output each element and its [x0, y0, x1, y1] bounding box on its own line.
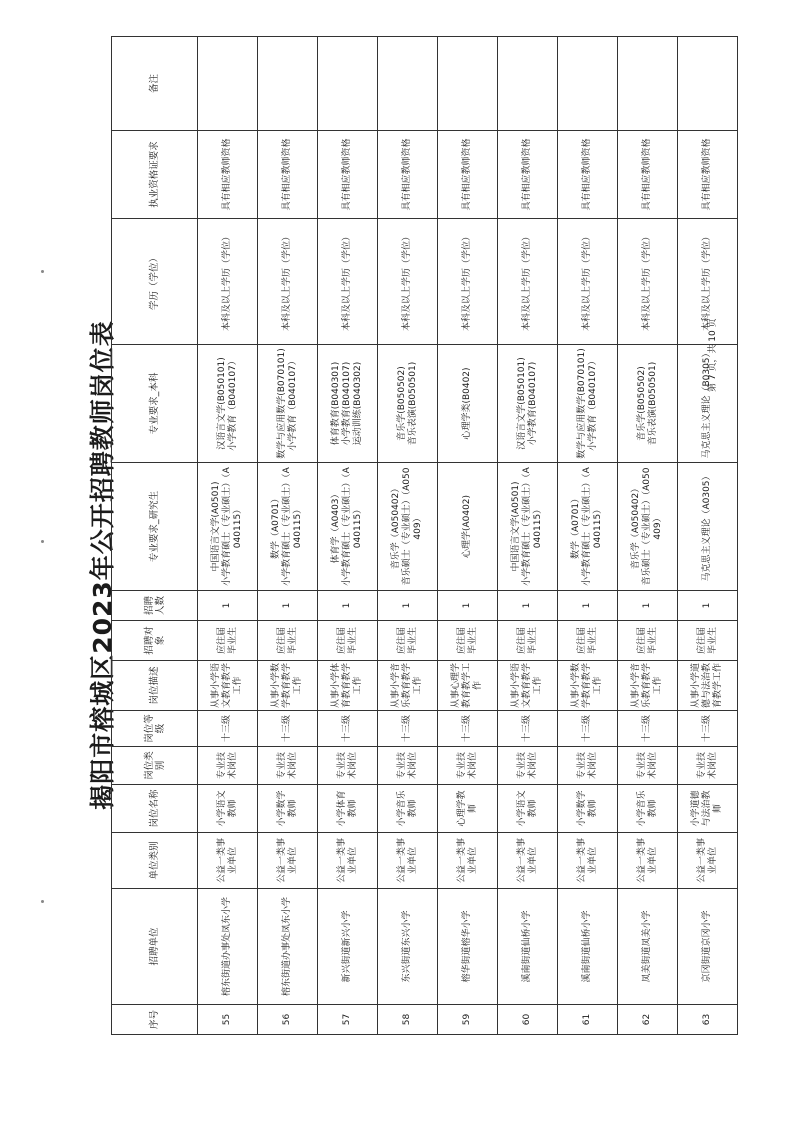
table-header-row	[112, 37, 198, 1035]
table-cell: 十三级	[498, 711, 558, 747]
table-cell	[618, 37, 678, 131]
table-cell: 本科及以上学历（学位）	[618, 219, 678, 345]
table-cell: 本科及以上学历（学位）	[258, 219, 318, 345]
table-cell: 音乐学（A050402） 音乐硕士（专业硕士）（A050409）	[378, 463, 438, 591]
table-cell: 心理学(A0402)	[438, 463, 498, 591]
table-cell: 新兴街道新兴小学	[318, 889, 378, 1005]
table-cell: 应往届毕业生	[318, 621, 378, 661]
table-cell: 具有相应教师资格	[198, 131, 258, 219]
header-cell: 岗位描述	[112, 661, 198, 711]
table-cell: 应往届毕业生	[558, 621, 618, 661]
header-cell: 专业要求_研究生	[112, 463, 198, 591]
table-cell: 1	[618, 591, 678, 621]
table-cell: 专业技术岗位	[318, 747, 378, 785]
table-cell: 从事小学音乐教育教学工作	[618, 661, 678, 711]
table-cell: 具有相应教师资格	[558, 131, 618, 219]
table-cell: 音乐学(B050502) 音乐表演(B050501)	[378, 345, 438, 463]
header-cell: 岗位名称	[112, 785, 198, 833]
table-cell: 公益一类事业单位	[198, 833, 258, 889]
header-cell: 单位类别	[112, 833, 198, 889]
table-cell: 榕华街道榕华小学	[438, 889, 498, 1005]
header-cell: 备注	[112, 37, 198, 131]
page-number: 第 7 页，共 10 页	[708, 318, 718, 392]
table-cell: 从事小学语文教育教学工作	[498, 661, 558, 711]
table-cell: 本科及以上学历（学位）	[198, 219, 258, 345]
table-body	[198, 37, 738, 1035]
header-cell: 执业资格证要求	[112, 131, 198, 219]
table-cell: 榕东街道办事处凤东小学	[258, 889, 318, 1005]
table-cell: 应往届毕业生	[198, 621, 258, 661]
table-row	[198, 37, 258, 1035]
table-row	[378, 37, 438, 1035]
table-cell	[258, 37, 318, 131]
table-cell: 56	[258, 1005, 318, 1035]
table-cell: 从事小学道德与法治教育教学工作	[678, 661, 738, 711]
table-cell: 1	[678, 591, 738, 621]
table-cell: 公益一类事业单位	[618, 833, 678, 889]
table-cell: 数学（A0701） 小学教育硕士（专业硕士）（A040115）	[558, 463, 618, 591]
table-cell: 61	[558, 1005, 618, 1035]
table-cell: 小学音乐教师	[618, 785, 678, 833]
table-cell: 小学音乐教师	[378, 785, 438, 833]
table-cell	[378, 37, 438, 131]
table-cell: 1	[498, 591, 558, 621]
table-cell: 58	[378, 1005, 438, 1035]
header-cell: 序号	[112, 1005, 198, 1035]
table-cell: 溪南街道仙桥小学	[558, 889, 618, 1005]
table-cell	[198, 37, 258, 131]
header-cell: 专业要求_本科	[112, 345, 198, 463]
table-cell: 从事心理学教育教学工作	[438, 661, 498, 711]
table-cell: 音乐学（A050402） 音乐硕士（专业硕士）（A050409）	[618, 463, 678, 591]
table-cell: 59	[438, 1005, 498, 1035]
table-cell: 本科及以上学历（学位）	[498, 219, 558, 345]
table-cell: 汉语言文学(B050101) 小学教育（B040107）	[198, 345, 258, 463]
table-cell: 公益一类事业单位	[318, 833, 378, 889]
table-cell	[438, 37, 498, 131]
table-cell: 小学道德与法治教师	[678, 785, 738, 833]
table-cell: 溪南街道仙桥小学	[498, 889, 558, 1005]
table-row	[438, 37, 498, 1035]
scan-speck	[41, 270, 44, 273]
table-cell: 本科及以上学历（学位）	[318, 219, 378, 345]
table-cell: 62	[618, 1005, 678, 1035]
table-cell: 凤美街道凤美小学	[618, 889, 678, 1005]
table-cell: 1	[378, 591, 438, 621]
table-cell: 具有相应教师资格	[438, 131, 498, 219]
table-cell: 公益一类事业单位	[438, 833, 498, 889]
table-cell: 具有相应教师资格	[318, 131, 378, 219]
table-cell: 专业技术岗位	[498, 747, 558, 785]
table-cell: 本科及以上学历（学位）	[558, 219, 618, 345]
table-cell: 本科及以上学历（学位）	[678, 219, 738, 345]
table-cell: 55	[198, 1005, 258, 1035]
table-cell: 63	[678, 1005, 738, 1035]
table-row	[318, 37, 378, 1035]
table-cell: 从事小学语文教育教学工作	[198, 661, 258, 711]
table-cell: 从事小学数学教育教学工作	[558, 661, 618, 711]
document-title: 揭阳市榕城区2023年公开招聘教师岗位表	[88, 320, 117, 810]
table-cell: 十三级	[198, 711, 258, 747]
table-cell: 十三级	[618, 711, 678, 747]
table-cell	[678, 37, 738, 131]
recruitment-table	[111, 36, 738, 1035]
table-cell: 公益一类事业单位	[258, 833, 318, 889]
table-cell: 十三级	[258, 711, 318, 747]
table-cell: 专业技术岗位	[558, 747, 618, 785]
table-cell: 应往届毕业生	[678, 621, 738, 661]
table-cell	[318, 37, 378, 131]
table-cell: 应往届毕业生	[258, 621, 318, 661]
table-cell: 马克思主义理论（A0305）	[678, 463, 738, 591]
table-cell: 专业技术岗位	[378, 747, 438, 785]
table-cell: 具有相应教师资格	[678, 131, 738, 219]
table-cell: 专业技术岗位	[618, 747, 678, 785]
table-cell: 数学与应用数学(B070101) 小学教育（B040107）	[558, 345, 618, 463]
table-cell: 十三级	[438, 711, 498, 747]
table-cell	[558, 37, 618, 131]
table-cell: 60	[498, 1005, 558, 1035]
table-cell	[498, 37, 558, 131]
table-cell: 汉语言文学(B050101) 小学教育(B040107)	[498, 345, 558, 463]
table-cell: 专业技术岗位	[198, 747, 258, 785]
table-cell: 本科及以上学历（学位）	[438, 219, 498, 345]
table-cell: 从事小学体育教育教学工作	[318, 661, 378, 711]
document-sheet	[17, 0, 783, 1147]
table-cell: 专业技术岗位	[678, 747, 738, 785]
table-cell: 数学（A0701） 小学教育硕士（专业硕士）（A040115）	[258, 463, 318, 591]
table-cell: 心理学类(B0402)	[438, 345, 498, 463]
table-cell: 具有相应教师资格	[378, 131, 438, 219]
header-cell: 岗位类别	[112, 747, 198, 785]
table-cell: 公益一类事业单位	[498, 833, 558, 889]
table-cell: 公益一类事业单位	[378, 833, 438, 889]
table-cell: 从事小学音乐教育教学工作	[378, 661, 438, 711]
header-cell: 招聘单位	[112, 889, 198, 1005]
table-cell: 应往届毕业生	[498, 621, 558, 661]
table-row	[258, 37, 318, 1035]
table-cell: 十三级	[378, 711, 438, 747]
table-cell: 应往届毕业生	[378, 621, 438, 661]
table-cell: 榕东街道办事处凤东小学	[198, 889, 258, 1005]
table-row	[618, 37, 678, 1035]
table-cell: 1	[198, 591, 258, 621]
table-cell: 1	[318, 591, 378, 621]
table-cell: 十三级	[318, 711, 378, 747]
table-cell: 从事小学数学教育教学工作	[258, 661, 318, 711]
header-cell: 招聘对象	[112, 621, 198, 661]
table-cell: 具有相应教师资格	[258, 131, 318, 219]
table-cell: 公益一类事业单位	[678, 833, 738, 889]
table-cell: 小学体育教师	[318, 785, 378, 833]
table-cell: 具有相应教师资格	[618, 131, 678, 219]
scan-speck	[41, 540, 44, 543]
table-cell: 马克思主义理论（B0305）	[678, 345, 738, 463]
scan-speck	[41, 900, 44, 903]
header-cell: 招聘人数	[112, 591, 198, 621]
table-cell: 数学与应用数学(B070101) 小学教育（B040107）	[258, 345, 318, 463]
table-cell: 小学数学教师	[558, 785, 618, 833]
table-cell: 东兴街道东兴小学	[378, 889, 438, 1005]
table-cell: 本科及以上学历（学位）	[378, 219, 438, 345]
table-cell: 音乐学(B050502) 音乐表演(B050501)	[618, 345, 678, 463]
table-cell: 中国语言文学(A0501) 小学教育硕士（专业硕士）（A040115）	[198, 463, 258, 591]
table-cell: 应往届毕业生	[618, 621, 678, 661]
table-cell: 心理学教师	[438, 785, 498, 833]
table-cell: 专业技术岗位	[438, 747, 498, 785]
table-cell: 1	[558, 591, 618, 621]
table-cell: 1	[438, 591, 498, 621]
table-cell: 体育教育(B040301) 小学教育(B040107) 运动训练(B040302)	[318, 345, 378, 463]
table-row	[498, 37, 558, 1035]
table-row	[678, 37, 738, 1035]
header-cell: 学历（学位）	[112, 219, 198, 345]
table-cell: 应往届毕业生	[438, 621, 498, 661]
table-row	[558, 37, 618, 1035]
table-cell: 公益一类事业单位	[558, 833, 618, 889]
table-cell: 中国语言文学(A0501) 小学教育硕士（专业硕士）（A040115）	[498, 463, 558, 591]
table-cell: 57	[318, 1005, 378, 1035]
table-cell: 1	[258, 591, 318, 621]
table-cell: 十三级	[558, 711, 618, 747]
header-cell: 岗位等级	[112, 711, 198, 747]
table-cell: 小学数学教师	[258, 785, 318, 833]
table-cell: 小学语文教师	[198, 785, 258, 833]
table-cell: 具有相应教师资格	[498, 131, 558, 219]
table-cell: 京冈街道京冈小学	[678, 889, 738, 1005]
table-cell: 体育学（A0403） 小学教育硕士（专业硕士）（A040115）	[318, 463, 378, 591]
table-cell: 专业技术岗位	[258, 747, 318, 785]
table-cell: 十三级	[678, 711, 738, 747]
table-cell: 小学语文教师	[498, 785, 558, 833]
